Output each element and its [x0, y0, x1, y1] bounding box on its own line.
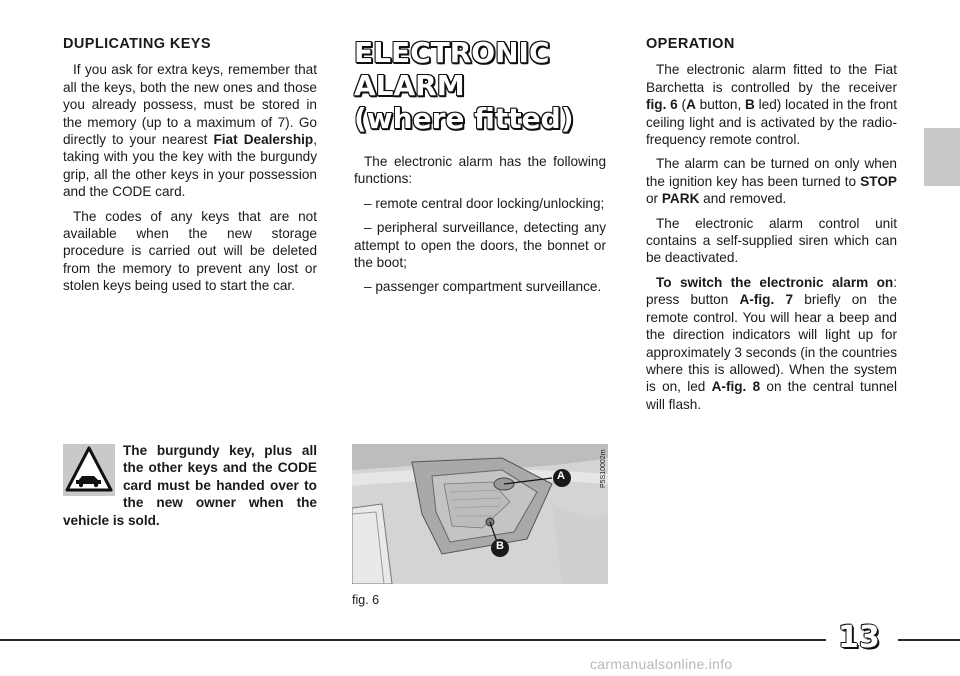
paragraph: – passenger compartment surveillance. [364, 279, 602, 295]
bold-text: A-fig. 8 [711, 379, 761, 395]
text-run: or [646, 191, 662, 207]
ceiling-light-illustration [352, 444, 608, 584]
text-run: ( [677, 97, 687, 113]
column-operation [646, 36, 897, 420]
bold-text: PARK [661, 191, 700, 207]
title-line: (where fitted) [354, 102, 574, 135]
bold-text: Fiat Dealership [213, 132, 314, 148]
footer-rule-right [898, 639, 960, 641]
figure-ceiling-light [352, 444, 608, 584]
paragraph: The codes of any keys that are not available when the new storage procedure is carried out will be deleted from the memory to prevent any lost or stolen keys being used to start the car. [63, 208, 317, 294]
title-line: ALARM [354, 69, 465, 102]
text-run: briefly on the remote control. You will hear a beep and the direction indicators will light up for approximately 3 seconds (in the countries where this is allowed). When the system is on, led [646, 292, 897, 395]
column-duplicating-keys [63, 36, 317, 302]
title-line: ELECTRONIC [354, 36, 550, 69]
text-run: button, [695, 97, 746, 113]
bold-text: A [686, 97, 696, 113]
footer-rule-left [0, 639, 826, 641]
paragraph [646, 61, 897, 148]
column-electronic-alarm [354, 36, 606, 303]
text-run: on the central tunnel will flash. [646, 379, 898, 412]
paragraph [646, 274, 897, 413]
bold-text: fig. 6 [646, 97, 678, 113]
text-run: led) located in the front ceiling light and is activated by the radio-frequency remote control. [646, 97, 897, 148]
figure-caption: fig. 6 [352, 593, 380, 607]
bold-text: B [745, 97, 755, 113]
paragraph [63, 61, 317, 200]
page-number: 13 [838, 620, 880, 655]
bold-text: STOP [860, 173, 897, 189]
paragraph: – remote central door locking/unlocking; [364, 195, 605, 211]
label-a: A [557, 470, 565, 482]
text-run: : press button [646, 274, 897, 308]
bold-text: A-fig. 7 [739, 292, 794, 308]
section-heading: DUPLICATING KEYS [63, 36, 211, 52]
text-run: If you ask for extra keys, remember that all the keys, both the new ones and those you already possess, must be stored in the memory (up to a maximum of 7). Go directly to your nearest [63, 62, 317, 148]
section-heading: OPERATION [646, 36, 735, 52]
text-run: The electronic alarm fitted to the Fiat Barchetta is controlled by the receiver [646, 62, 897, 95]
paragraph [646, 155, 897, 207]
text-run: The alarm can be turned on only when the ignition key has been turned to [646, 156, 897, 189]
label-b: B [496, 540, 504, 552]
text-run: , taking with you the key with the burgundy grip, all the other keys in your possession and the CODE card. [63, 132, 317, 200]
figure-code: P5S10002m [600, 449, 607, 488]
text-run: and removed. [699, 191, 787, 207]
paragraph: – peripheral surveillance, detecting any attempt to open the doors, the bonnet or the boot; [354, 220, 606, 271]
bold-text: To switch the electronic alarm on [656, 274, 894, 290]
watermark: carmanualsonline.info [590, 656, 733, 672]
paragraph: The electronic alarm has the following functions: [354, 154, 606, 187]
warning-note [63, 442, 317, 529]
paragraph: The electronic alarm control unit contains a self-supplied siren which can be deactivated. [646, 215, 897, 266]
section-title [354, 36, 606, 135]
warning-text: The burgundy key, plus all the other keys and the CODE card must be handed over to the new owner when the vehicle is sold. [63, 443, 317, 528]
section-side-tab [924, 128, 960, 186]
car-warning-triangle-icon [63, 444, 115, 496]
